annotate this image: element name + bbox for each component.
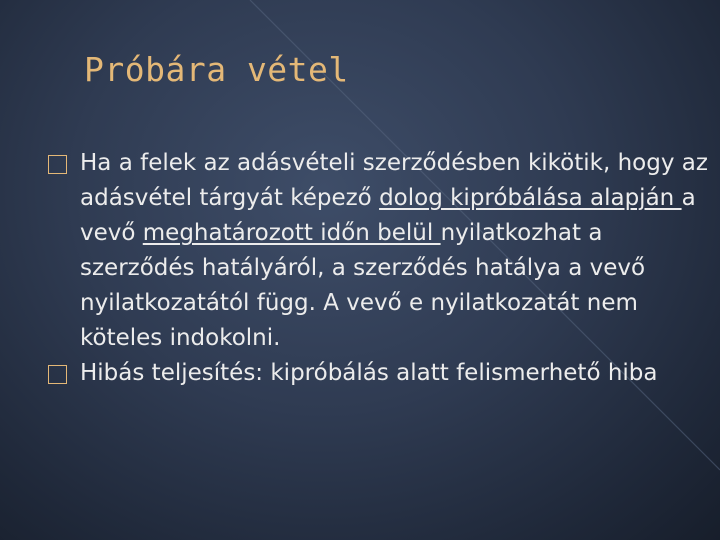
bullet-1-underlined-phrase-1: dolog kipróbálása alapján bbox=[379, 185, 682, 211]
bullet-item-2 bbox=[48, 356, 708, 391]
bullet-1-text-start: Ha a felek az adásvételi szerződésben kikötik, hogy az adásvétel tárgyát képező bbox=[80, 150, 708, 211]
bullet-2-text: Hibás teljesítés: kipróbálás alatt felismerhető hiba bbox=[80, 360, 658, 386]
bullet-1-underlined-phrase-2: meghatározott időn belül bbox=[142, 220, 441, 246]
square-bullet-icon bbox=[48, 155, 67, 174]
bullet-1-text-middle: a vevő bbox=[80, 185, 696, 246]
square-bullet-icon bbox=[48, 365, 67, 384]
bullet-item-1 bbox=[48, 146, 708, 356]
bullet-1-text-end: nyilatkozhat a szerződés hatályáról, a szerződés hatálya a vevő nyilatkozatától függ. A vevő e nyilatkozatát nem köteles indokolni. bbox=[80, 220, 646, 351]
slide-title: Próbára vétel bbox=[84, 50, 349, 89]
slide-body bbox=[48, 146, 708, 391]
